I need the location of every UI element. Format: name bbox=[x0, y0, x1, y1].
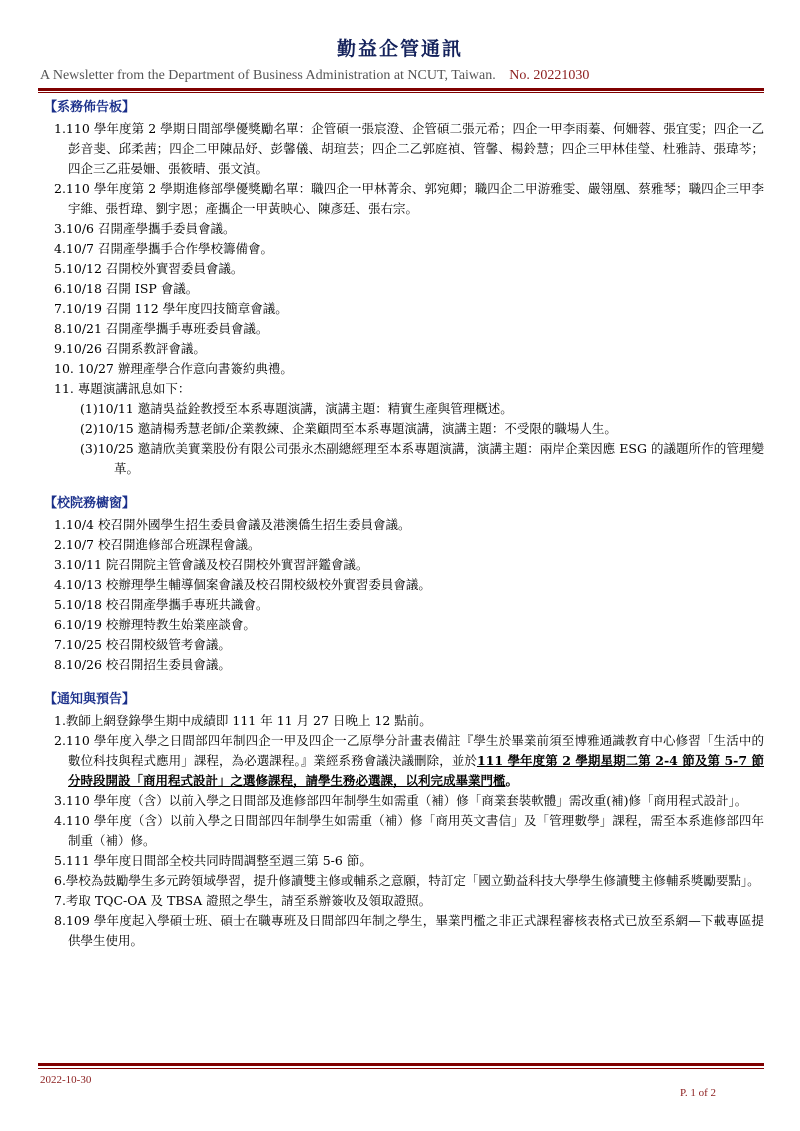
list-item: 6.10/18 召開 ISP 會議。 bbox=[54, 281, 199, 296]
section-heading: 【校院務櫥窗】 bbox=[44, 496, 136, 511]
section-notices-announcements bbox=[44, 689, 764, 951]
newsletter-title: 勤益企管通訊 bbox=[336, 38, 463, 60]
header-rule-thin bbox=[38, 92, 764, 93]
section-campus-news bbox=[44, 493, 764, 675]
list-item: 1.10/4 校召開外國學生招生委員會議及港澳僑生招生委員會議。 bbox=[54, 517, 411, 532]
footer-date: 2022-10-30 bbox=[40, 1074, 92, 1086]
list-item: 2.10/7 校召開進修部合班課程會議。 bbox=[54, 537, 261, 552]
list-item: 4.110 學年度（含）以前入學之日間部四年制學生如需重（補）修「商用英文書信」及「管理數學」課程，需至本系進修部四年制重（補）修。 bbox=[54, 813, 764, 848]
sub-item: (3)10/25 邀請欣美實業股份有限公司張永杰副總經理至本系專題演講，演講主題：兩岸企業因應 ESG 的議題所作的管理變革。 bbox=[80, 441, 764, 476]
list-item bbox=[54, 731, 764, 791]
list-item: 9.10/26 召開系教評會議。 bbox=[54, 341, 206, 356]
issue-number: No. 20221030 bbox=[509, 68, 590, 83]
list-item: 7.10/19 召開 112 學年度四技簡章會議。 bbox=[54, 301, 288, 316]
newsletter-subtitle bbox=[40, 68, 740, 84]
list-item: 1.110 學年度第 2 學期日間部學優獎勵名單：企管碩一張宸澄、企管碩二張元希；四企一甲李雨蓁、何姍蓉、張宜雯；四企一乙彭音斐、邱柔茜；四企二甲陳品妤、彭馨儀、胡瑄芸；四企二乙郭庭禎、管馨、楊鈴慧；四企三甲林佳瑩、杜雅詩、張瑋芩；四企三乙莊晏姍、張筱晴、張文湞。 bbox=[54, 121, 764, 176]
section-department-notices bbox=[44, 97, 764, 479]
footer-rule-thin bbox=[38, 1068, 764, 1069]
item-text-end: 。 bbox=[505, 773, 519, 788]
list-item: 10. 10/27 辦理產學合作意向書簽約典禮。 bbox=[54, 361, 293, 376]
section-heading: 【通知與預告】 bbox=[44, 692, 136, 707]
list-item: 8.10/26 校召開招生委員會議。 bbox=[54, 657, 231, 672]
list-item: 6.10/19 校辦理特教生始業座談會。 bbox=[54, 617, 256, 632]
list-item: 2.110 學年度第 2 學期進修部學優獎勵名單：職四企一甲林菁余、郭宛卿；職四企二甲游雅雯、嚴翎凰、蔡雅琴；職四企三甲李宇維、張哲瑋、劉宇恩；產攜企一甲黃映心、陳彥廷、張右宗。 bbox=[54, 181, 764, 216]
list-item: 5.111 學年度日間部全校共同時間調整至週三第 5-6 節。 bbox=[54, 853, 372, 868]
subtitle-text: A Newsletter from the Department of Business Administration at NCUT, Taiwan. bbox=[40, 68, 496, 83]
list-item: 3.10/6 召開產學攜手委員會議。 bbox=[54, 221, 236, 236]
list-item: 5.10/18 校召開產學攜手專班共識會。 bbox=[54, 597, 269, 612]
item-text: 2.110 學年度入學之日間部四年制四企一甲及四企一乙原學分計畫表備註『學生於畢業前須至博雅通識教育中心修習「生活中的數位科技與程式應用」課程，為必選課程。』業經系務會議決議刪除，並於 bbox=[54, 733, 764, 768]
list-item: 4.10/13 校辦理學生輔導個案會議及校召開校級校外實習委員會議。 bbox=[54, 577, 431, 592]
page-number: P. 1 of 2 bbox=[680, 1087, 717, 1099]
list-item: 4.10/7 召開產學攜手合作學校籌備會。 bbox=[54, 241, 273, 256]
section-heading: 【系務佈告板】 bbox=[44, 100, 136, 115]
list-item: 8.10/21 召開產學攜手專班委員會議。 bbox=[54, 321, 269, 336]
newsletter-content bbox=[44, 97, 764, 965]
list-item: 11. 專題演講訊息如下： bbox=[54, 381, 191, 396]
list-item: 7.10/25 校召開校級管考會議。 bbox=[54, 637, 231, 652]
footer-rule bbox=[38, 1063, 764, 1066]
list-item: 6.學校為鼓勵學生多元跨領域學習，提升修讀雙主修或輔系之意願，特訂定「國立勤益科技大學學生修讀雙主修輔系獎勵要點」。 bbox=[54, 873, 760, 888]
list-item: 3.10/11 院召開院主管會議及校召開校外實習評鑑會議。 bbox=[54, 557, 369, 572]
header-rule bbox=[38, 88, 764, 91]
emphasized-text: 111 學年度第 2 學期星期二第 2-4 節及第 5-7 節分時段開設「商用程式設計」之選修課程，請學生務必選課，以利完成畢業門檻 bbox=[68, 753, 764, 788]
list-item: 1.教師上網登錄學生期中成績即 111 年 11 月 27 日晚上 12 點前。 bbox=[54, 713, 432, 728]
list-item: 5.10/12 召開校外實習委員會議。 bbox=[54, 261, 244, 276]
sub-item: (2)10/15 邀請楊秀慧老師/企業教練、企業顧問至本系專題演講，演講主題：不受限的職場人生。 bbox=[80, 421, 617, 436]
list-item: 7.考取 TQC-OA 及 TBSA 證照之學生，請至系辦簽收及領取證照。 bbox=[54, 893, 432, 908]
list-item: 8.109 學年度起入學碩士班、碩士在職專班及日間部四年制之學生，畢業門檻之非正式課程審核表格式已放至系網—下載專區提供學生使用。 bbox=[54, 913, 764, 948]
list-item: 3.110 學年度（含）以前入學之日間部及進修部四年制學生如需重（補）修「商業套裝軟體」需改重(補)修「商用程式設計」。 bbox=[54, 793, 748, 808]
sub-item: (1)10/11 邀請吳益銓教授至本系專題演講，演講主題：精實生產與管理概述。 bbox=[80, 401, 513, 416]
